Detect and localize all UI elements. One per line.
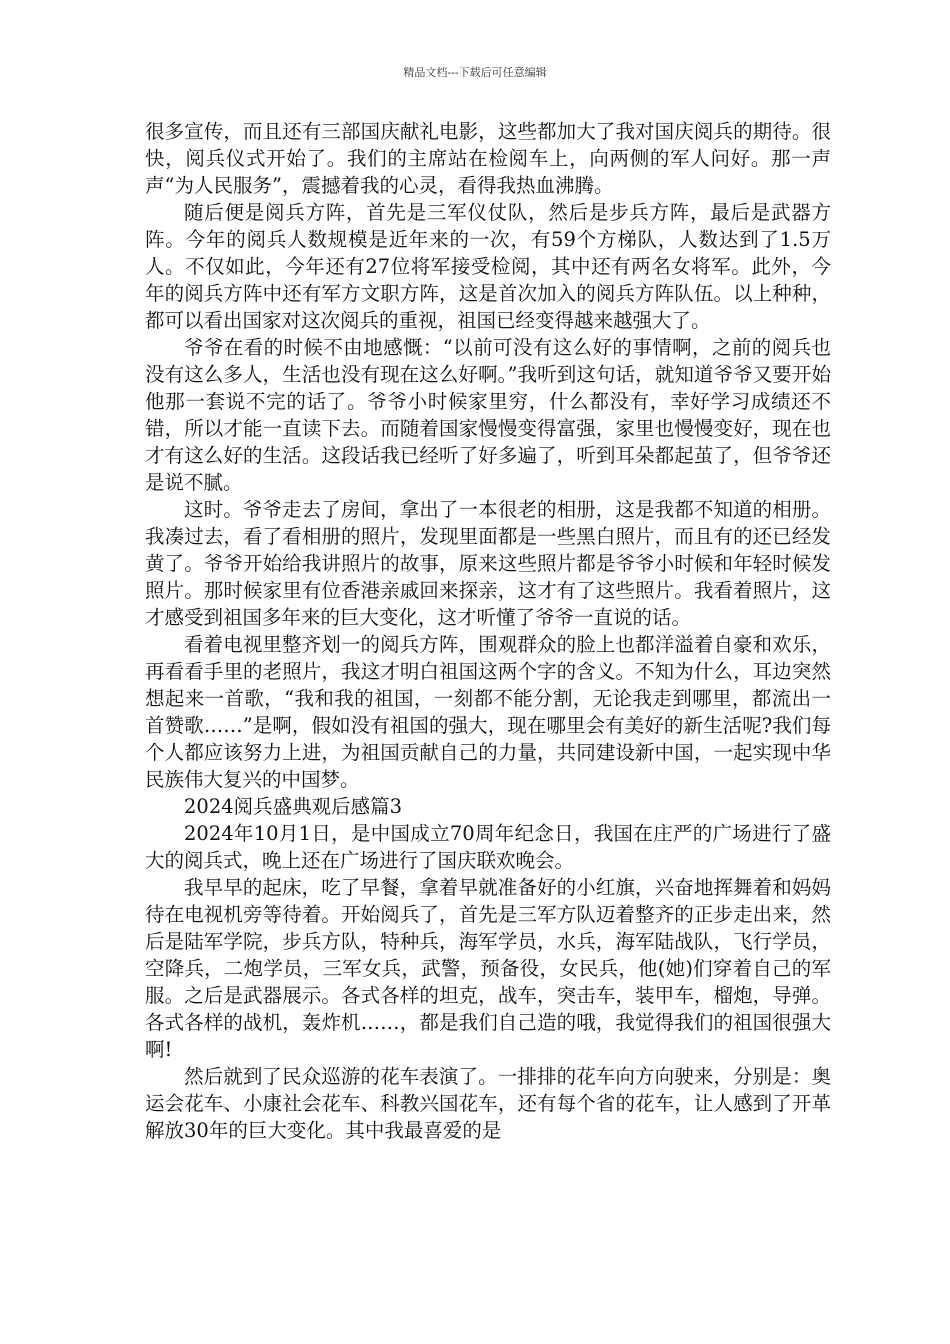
paragraph: 随后便是阅兵方阵，首先是三军仪仗队，然后是步兵方阵，最后是武器方阵。今年的阅兵人数规模是近年来的一次，有59个方梯队，人数达到了1.5万人。不仅如此，今年还有27位将军接受检阅，其中还有两名女将军。此外，今年的阅兵方阵中还有军方文职方阵，这是首次加入的阅兵方阵队伍。以上种种，都可以看出国家对这次阅兵的重视，祖国已经变得越来越强大了。 [145, 201, 831, 332]
section-heading: 2024阅兵盛典观后感篇3 [184, 795, 403, 818]
paragraph: 2024年10月1日，是中国成立70周年纪念日，我国在庄严的广场进行了盛大的阅兵式，晚上还在广场进行了国庆联欢晚会。 [145, 822, 831, 872]
paragraph: 很多宣传，而且还有三部国庆献礼电影，这些都加大了我对国庆阅兵的期待。很快，阅兵仪式开始了。我们的主席站在检阅车上，向两侧的军人问好。那一声声“为人民服务”，震撼着我的心灵，看得我热血沸腾。 [145, 120, 831, 197]
document-body [145, 118, 831, 1144]
paragraph: 爷爷在看的时候不由地感慨：“以前可没有这么好的事情啊，之前的阅兵也没有这么多人，生活也没有现在这么好啊。”我听到这句话，就知道爷爷又要开始他那一套说不完的话了。爷爷小时候家里穷，什么都没有，幸好学习成绩还不错，所以才能一直读下去。而随着国家慢慢变得富强，家里也慢慢变好，现在也才有这么好的生活。这段话我已经听了好多遍了，听到耳朵都起茧了，但爷爷还是说不腻。 [145, 336, 831, 494]
paragraph: 然后就到了民众巡游的花车表演了。一排排的花车向方向驶来，分别是：奥运会花车、小康社会花车、科教兴国花车，还有每个省的花车，让人感到了开革解放30年的巨大变化。其中我最喜爱的是 [145, 1065, 831, 1142]
paragraph: 我早早的起床，吃了早餐，拿着早就准备好的小红旗，兴奋地挥舞着和妈妈待在电视机旁等待着。开始阅兵了，首先是三军方队迈着整齐的正步走出来，然后是陆军学院，步兵方队，特种兵，海军学员，水兵，海军陆战队，飞行学员，空降兵，二炮学员，三军女兵，武警，预备役，女民兵，他(她)们穿着自己的军服。之后是武器展示。各式各样的坦克，战车，突击车，装甲车，榴炮，导弹。各式各样的战机，轰炸机……，都是我们自己造的哦，我觉得我们的祖国很强大啊! [145, 876, 831, 1061]
paragraph: 这时。爷爷走去了房间，拿出了一本很老的相册，这是我都不知道的相册。我凑过去，看了看相册的照片，发现里面都是一些黑白照片，而且有的还已经发黄了。爷爷开始给我讲照片的故事，原来这些照片都是爷爷小时候和年轻时候发照片。那时候家里有位香港亲戚回来探亲，这才有了这些照片。我看着照片，这才感受到祖国多年来的巨大变化，这才听懂了爷爷一直说的话。 [145, 498, 831, 629]
page-header: 精品文档---下载后可任意编辑 [403, 66, 547, 79]
paragraph: 看着电视里整齐划一的阅兵方阵，围观群众的脸上也都洋溢着自豪和欢乐，再看看手里的老照片，我这才明白祖国这两个字的含义。不知为什么，耳边突然想起来一首歌，“我和我的祖国，一刻都不能分割，无论我走到哪里，都流出一首赞歌……”是啊，假如没有祖国的强大，现在哪里会有美好的新生活呢?我们每个人都应该努力上进，为祖国贡献自己的力量，共同建设新中国，一起实现中华民族伟大复兴的中国梦。 [145, 633, 831, 791]
